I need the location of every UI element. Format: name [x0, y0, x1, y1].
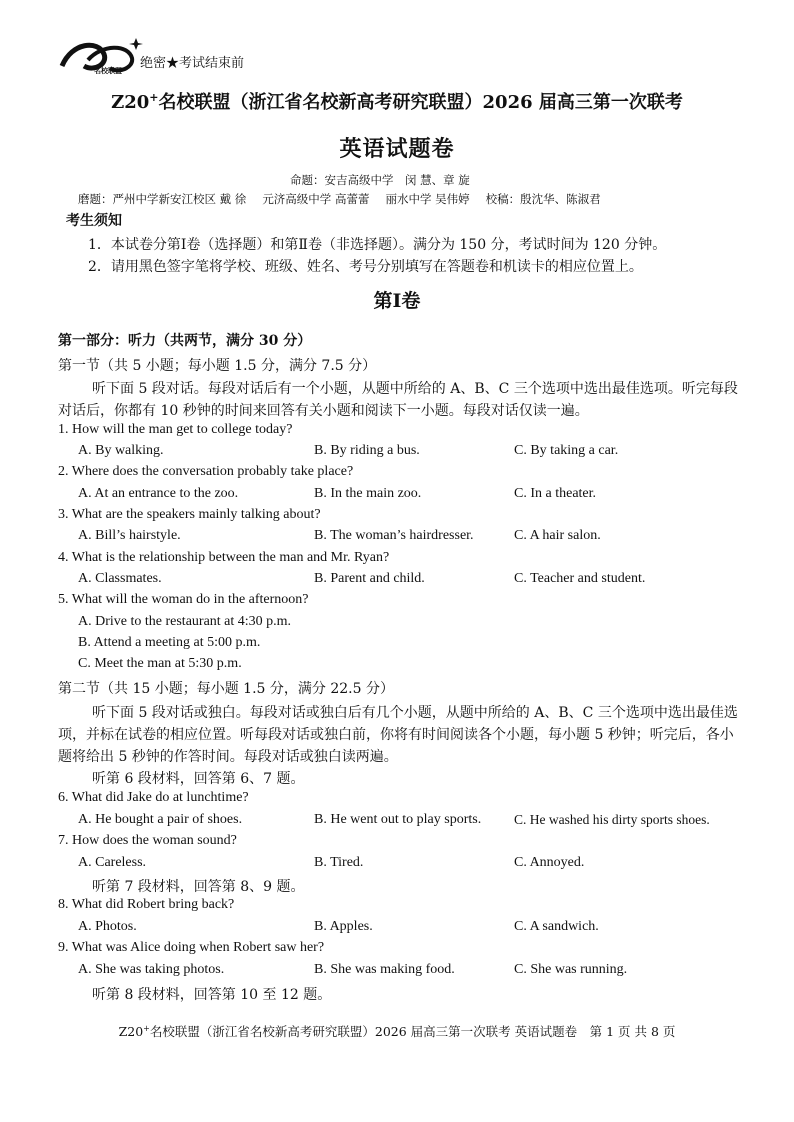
question-9: 9. What was Alice doing when Robert saw her? [58, 940, 325, 955]
part1-title: 第一部分：听力（共两节，满分 30 分） [58, 333, 312, 349]
option-b: B. Tired. [314, 855, 364, 870]
material-instruction: 听第 7 段材料，回答第 8、9 题。 [92, 879, 305, 895]
question-8: 8. What did Robert bring back? [58, 897, 235, 912]
secrecy-label: 绝密★考试结束前 [140, 56, 245, 71]
option-c: C. He washed his dirty sports shoes. [514, 812, 710, 827]
option-a: A. Classmates. [78, 571, 162, 586]
question-4: 4. What is the relationship between the man and Mr. Ryan? [58, 550, 390, 565]
option-a: A. Photos. [78, 919, 137, 934]
option-c: C. She was running. [514, 962, 628, 977]
section2-title: 第二节（共 15 小题；每小题 1.5 分，满分 22.5 分） [58, 681, 394, 697]
question-7: 7. How does the woman sound? [58, 833, 237, 848]
note-item: 1．本试卷分第Ⅰ卷（选择题）和第Ⅱ卷（非选择题）。满分为 150 分，考试时间为 120 分钟。 [88, 237, 667, 253]
question-6: 6. What did Jake do at lunchtime? [58, 790, 249, 805]
question-1: 1. How will the man get to college today? [58, 422, 293, 437]
question-2: 2. Where does the conversation probably take place? [58, 464, 354, 479]
material-instruction: 听第 6 段材料，回答第 6、7 题。 [92, 771, 305, 787]
logo-caption: 名校联盟 [94, 66, 122, 75]
option-a: A. She was taking photos. [78, 962, 225, 977]
section1-title: 第一节（共 5 小题；每小题 1.5 分，满分 7.5 分） [58, 358, 377, 374]
option-a: A. By walking. [78, 443, 164, 458]
option-b: B. Attend a meeting at 5:00 p.m. [78, 635, 261, 650]
question-5: 5. What will the woman do in the afternoon? [58, 592, 309, 607]
setters-line: 命题：安吉高级中学 闵 慧、章 旋 [290, 173, 470, 187]
option-b: B. In the main zoo. [314, 486, 422, 501]
option-c: C. A hair salon. [514, 528, 601, 543]
material-instruction: 听第 8 段材料，回答第 10 至 12 题。 [92, 987, 332, 1003]
option-a: A. Drive to the restaurant at 4:30 p.m. [78, 614, 292, 629]
option-c: C. By taking a car. [514, 443, 619, 458]
option-a: A. Careless. [78, 855, 147, 870]
option-a: A. At an entrance to the zoo. [78, 486, 239, 501]
option-c: C. In a theater. [514, 486, 597, 501]
option-b: B. Parent and child. [314, 571, 425, 586]
option-c: C. Meet the man at 5:30 p.m. [78, 656, 242, 671]
option-b: B. The woman’s hairdresser. [314, 528, 474, 543]
option-b: B. By riding a bus. [314, 443, 420, 458]
option-b: B. Apples. [314, 919, 373, 934]
option-b: B. She was making food. [314, 962, 455, 977]
option-c: C. A sandwich. [514, 919, 599, 934]
page-footer: Z20+名校联盟（浙江省名校新高考研究联盟）2026 届高三第一次联考 英语试题卷 第 1 页 共 8 页 [118, 1023, 676, 1039]
question-3: 3. What are the speakers mainly talking about? [58, 507, 321, 522]
option-a: A. He bought a pair of shoes. [78, 812, 243, 827]
reviewers-line: 磨题：严州中学新安江校区 戴 徐 元济高级中学 高蕾蕾 丽水中学 吴伟婷 校稿：殷沈华、陈淑君 [78, 192, 601, 206]
note-item: 2．请用黑色签字笔将学校、班级、姓名、考号分别填写在答题卷和机读卡的相应位置上。 [88, 259, 643, 275]
volume-title: 第Ⅰ卷 [373, 290, 421, 312]
option-b: B. He went out to play sports. [314, 812, 482, 827]
option-c: C. Annoyed. [514, 855, 585, 870]
option-a: A. Bill’s hairstyle. [78, 528, 181, 543]
notes-title: 考生须知 [66, 213, 122, 229]
option-c: C. Teacher and student. [514, 571, 646, 586]
exam-title: Z20+名校联盟（浙江省名校新高考研究联盟）2026 届高三第一次联考 [111, 91, 683, 113]
subject-title: 英语试题卷 [339, 136, 455, 162]
section2-instructions: 听下面 5 段对话或独白。每段对话或独白后有几个小题，从题中所给的 A、B、C 三个选项中选出最佳选项，并标在试卷的相应位置。听每段对话或独白前，你将有时间阅读各个小题，每小题 5 秒钟；听完后，各小题将给出 5 秒钟的作答时间。每段对话或独白读两遍。 [58, 705, 738, 765]
section1-instructions: 听下面 5 段对话。每段对话后有一个小题，从题中所给的 A、B、C 三个选项中选出最佳选项。听完每段对话后，你都有 10 秒钟的时间来回答有关小题和阅读下一小题。每段对话仅读一遍。 [58, 381, 738, 419]
